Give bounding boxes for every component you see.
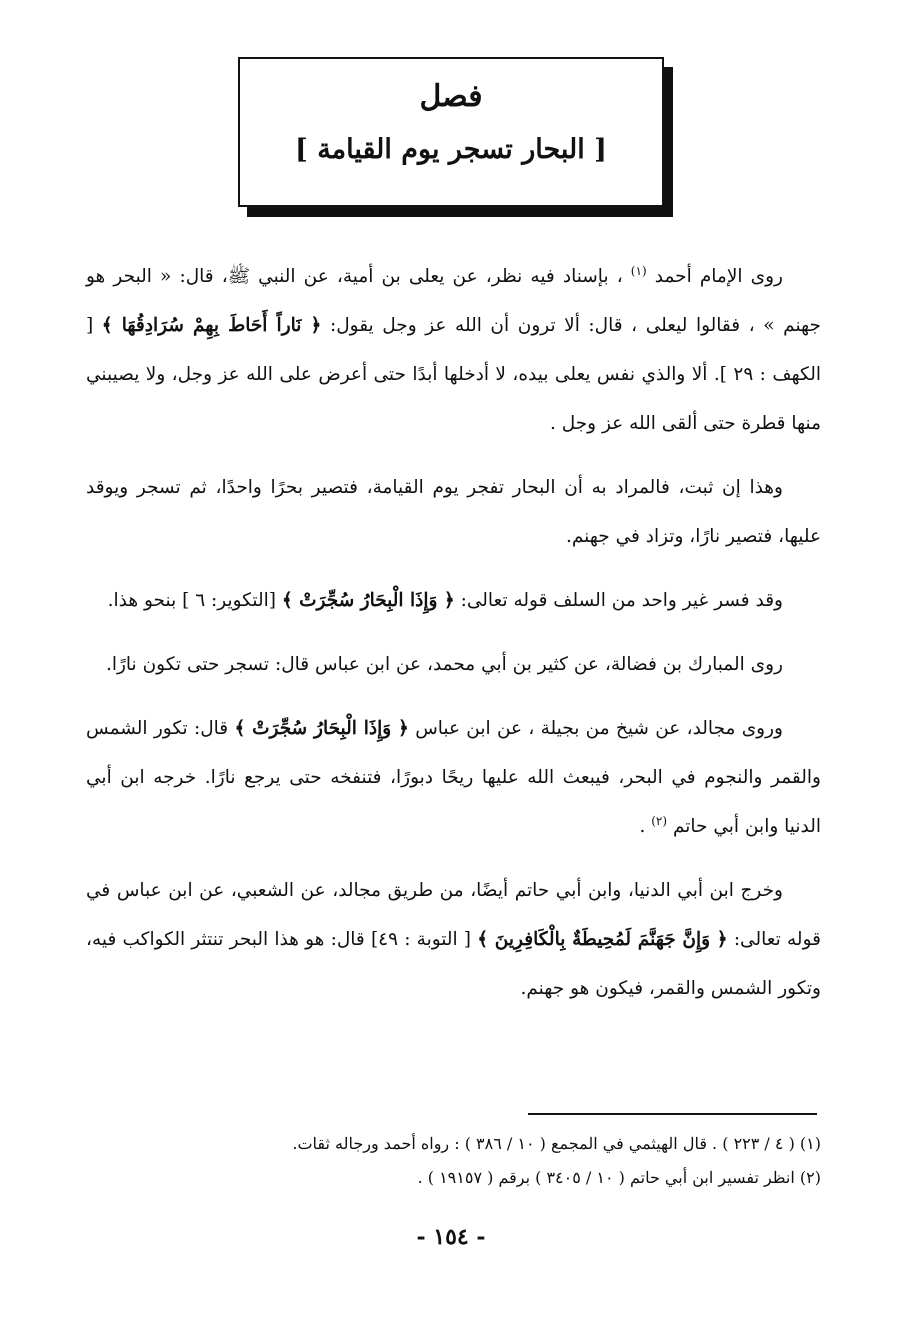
footnote-ref-1: (١): [630, 263, 647, 278]
quran-verse-takwir: ﴿ وَإِذَا الْبِحَارُ سُجِّرَتْ ﴾: [281, 590, 455, 611]
p1-text: ، بإسناد فيه نظر، عن يعلى بن أمية، عن النبي ﷺ، قال: « البحر هو جهنم » ، فقالوا ليعلى ، قال: ألا ترون أن الله عز وجل يقول:: [86, 266, 821, 336]
paragraph-5: [86, 704, 821, 851]
page-number: - ١٥٤ -: [416, 1224, 486, 1250]
paragraph-3: [86, 576, 821, 625]
p5-end: .: [639, 816, 646, 837]
p4-text: روى المبارك بن فضالة، عن كثير بن أبي محمد، عن ابن عباس قال: تسجر حتى تكون نارًا.: [105, 654, 783, 675]
footnotes: [86, 1127, 821, 1195]
quran-verse-takwir-2: ﴿ وَإِذَا الْبِحَارُ سُجِّرَتْ ﴾: [234, 718, 409, 739]
p3-before: وقد فسر غير واحد من السلف قوله تعالى:: [460, 590, 783, 611]
p6-before: وخرج ابن أبي الدنيا، وابن أبي حاتم أيضًا، من طريق مجالد، عن الشعبي، عن ابن عباس في قوله تعالى:: [86, 880, 821, 950]
p1-before-note: روى الإمام أحمد: [654, 266, 783, 287]
quran-verse-kahf: ﴿ نَاراً أَحَاطَ بِهِمْ سُرَادِقُهَا ﴾: [101, 315, 322, 336]
chapter-title-box: [238, 57, 664, 207]
footnote-2: (٢) انظر تفسير ابن أبي حاتم ( ١٠ / ٣٤٠٥ ) برقم ( ١٩١٥٧ ) .: [417, 1168, 821, 1187]
paragraph-1: [86, 252, 821, 448]
p5-middle: قال: تكور الشمس والقمر والنجوم في البحر، فيبعث الله عليها ريحًا دبورًا، فتنفخه حتى يرجع نارًا. خرجه ابن أبي الدنيا وابن أبي حاتم: [86, 718, 821, 837]
paragraph-4: [86, 640, 821, 689]
chapter-heading: فصل: [419, 79, 483, 114]
quran-verse-tawbah: ﴿ وَإِنَّ جَهَنَّمَ لَمُحِيطَةٌ بِالْكَافِرِينَ ﴾: [477, 929, 728, 950]
chapter-subtitle: [ البحار تسجر يوم القيامة ]: [295, 134, 607, 165]
body-text: [86, 252, 821, 1013]
p6-after: [ التوبة : ٤٩] قال: هو هذا البحر تنتثر الكواكب فيه، وتكور الشمس والقمر، فيكون هو جهنم.: [86, 929, 821, 999]
paragraph-6: [86, 866, 821, 1013]
footnote-1: (١) ( ٤ / ٢٢٣ ) . قال الهيثمي في المجمع ( ١٠ / ٣٨٦ ) : رواه أحمد ورجاله ثقات.: [292, 1134, 821, 1153]
footnote-separator: [528, 1113, 817, 1115]
p2-text: وهذا إن ثبت، فالمراد به أن البحار تفجر يوم القيامة، فتصير بحرًا واحدًا، ثم تسجر ويوقد عليها، فتصير نارًا، وتزاد في جهنم.: [86, 477, 821, 547]
paragraph-2: [86, 463, 821, 561]
p1-after: [ الكهف : ٢٩ ]. ألا والذي نفس يعلى بيده، لا أدخلها أبدًا حتى أعرض على الله عز وجل، ولا يصيبني منها قطرة حتى ألقى الله عز وجل .: [86, 315, 821, 434]
footnote-ref-2: (٢): [651, 813, 668, 828]
p3-after: [التكوير: ٦ ] بنحو هذا.: [107, 590, 276, 611]
p5-before: وروى مجالد، عن شيخ من بجيلة ، عن ابن عباس: [415, 718, 783, 739]
